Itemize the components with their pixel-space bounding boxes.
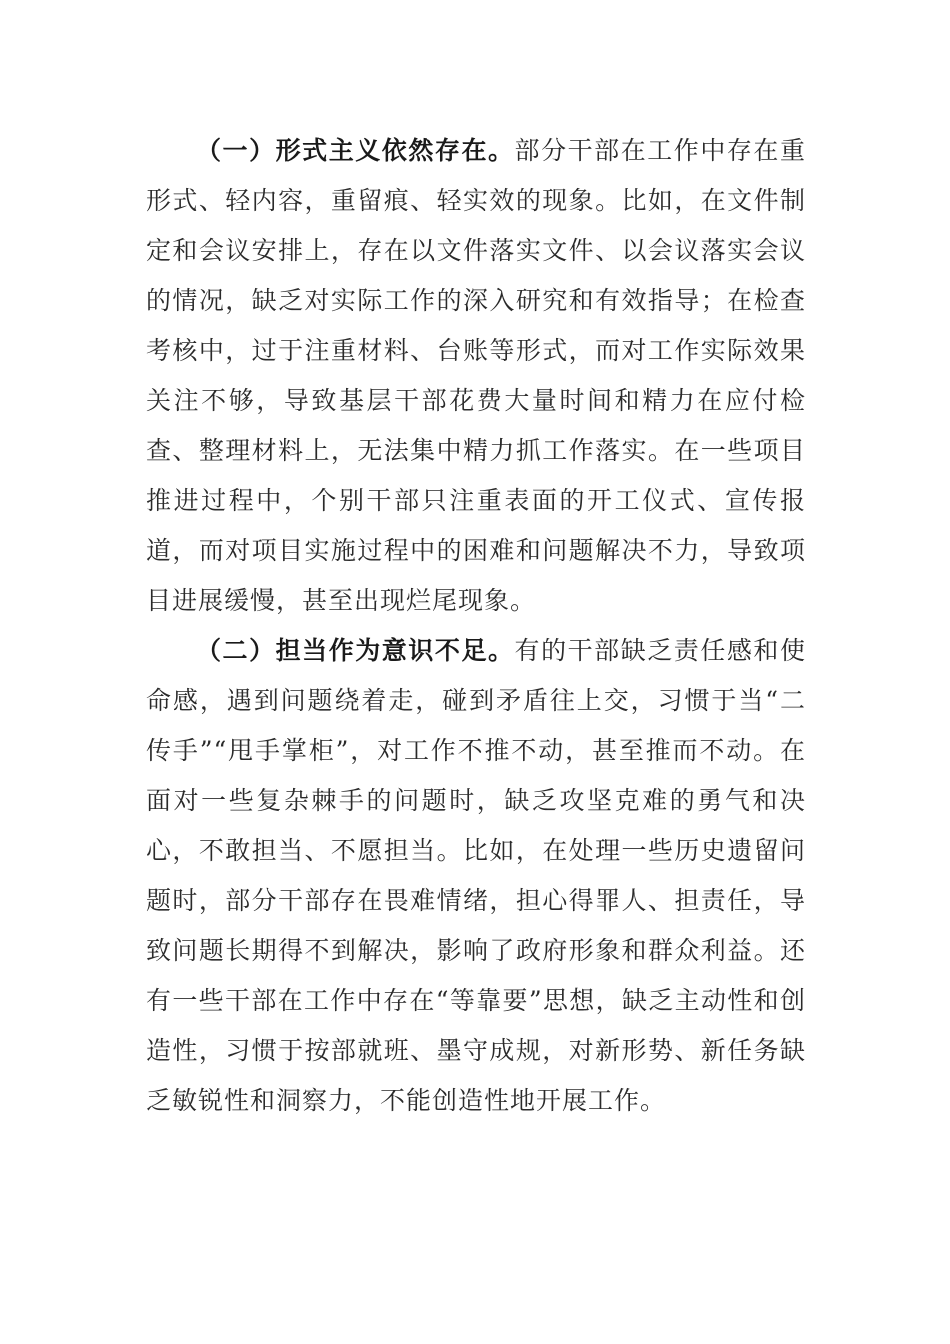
paragraph-responsibility xyxy=(146,626,806,1126)
paragraph-heading: （二）担当作为意识不足。 xyxy=(196,636,515,665)
paragraph-formalism xyxy=(146,126,806,626)
paragraph-text: 有的干部缺乏责任感和使命感，遇到问题绕着走，碰到矛盾往上交，习惯于当“二传手”“甩手掌柜”，对工作不推不动，甚至推而不动。在面对一些复杂棘手的问题时，缺乏攻坚克难的勇气和决心，不敢担当、不愿担当。比如，在处理一些历史遗留问题时，部分干部存在畏难情绪，担心得罪人、担责任，导致问题长期得不到解决，影响了政府形象和群众利益。还有一些干部在工作中存在“等靠要”思想，缺乏主动性和创造性，习惯于按部就班、墨守成规，对新形势、新任务缺乏敏锐性和洞察力，不能创造性地开展工作。 xyxy=(146,636,806,1115)
document-body xyxy=(146,126,806,1126)
paragraph-heading: （一）形式主义依然存在。 xyxy=(196,136,515,165)
paragraph-text: 部分干部在工作中存在重形式、轻内容，重留痕、轻实效的现象。比如，在文件制定和会议安排上，存在以文件落实文件、以会议落实会议的情况，缺乏对实际工作的深入研究和有效指导；在检查考核中，过于注重材料、台账等形式，而对工作实际效果关注不够，导致基层干部花费大量时间和精力在应付检查、整理材料上，无法集中精力抓工作落实。在一些项目推进过程中，个别干部只注重表面的开工仪式、宣传报道，而对项目实施过程中的困难和问题解决不力，导致项目进展缓慢，甚至出现烂尾现象。 xyxy=(146,136,806,615)
